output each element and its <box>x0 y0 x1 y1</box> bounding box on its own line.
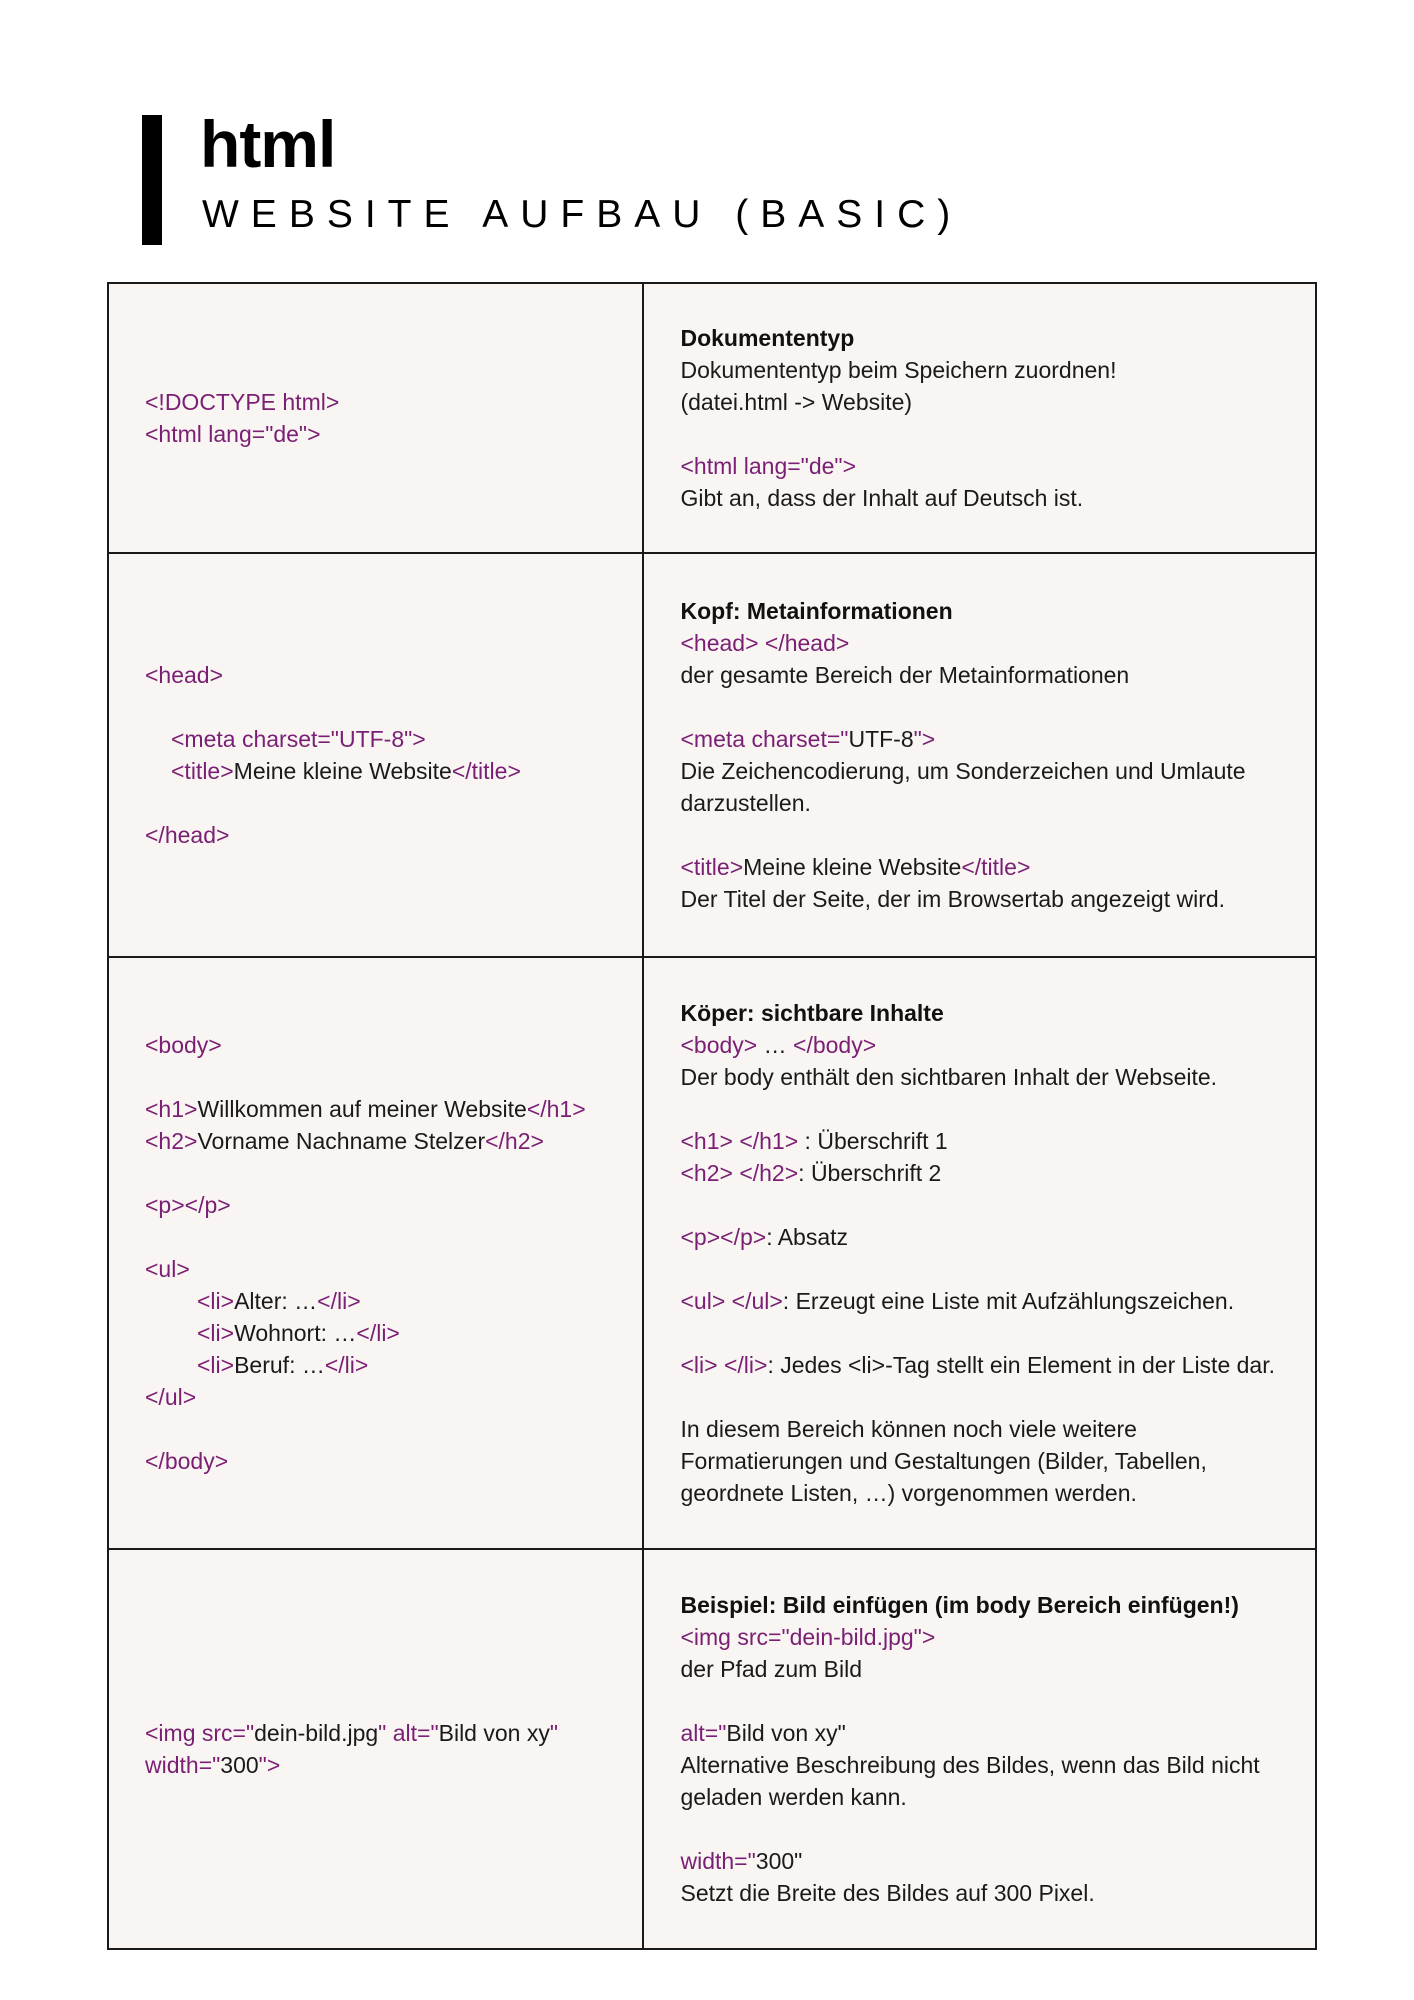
code-cell-body <box>108 957 643 1549</box>
code-line: <title>Meine kleine Website</title> <box>171 758 521 784</box>
section-heading: Dokumententyp <box>680 325 855 351</box>
list-item: <li>Wohnort: …</li> <box>197 1320 400 1346</box>
desc-line: Der body enthält den sichtbaren Inhalt der Webseite. <box>680 1064 1218 1090</box>
code-cell-doctype <box>108 283 643 553</box>
desc-line: der Pfad zum Bild <box>680 1656 863 1682</box>
desc-line: Setzt die Breite des Bildes auf 300 Pixel. <box>680 1880 1095 1906</box>
desc-line: der gesamte Bereich der Metainformationen <box>680 662 1130 688</box>
code-line: <h1>Willkommen auf meiner Website</h1> <box>145 1096 586 1122</box>
desc-tag: <body> … </body> <box>680 1032 877 1058</box>
table-row <box>108 283 1316 553</box>
desc-line: <h2> </h2>: Überschrift 2 <box>680 1160 942 1186</box>
table-row <box>108 957 1316 1549</box>
desc-line: <p></p>: Absatz <box>680 1224 849 1250</box>
code-line: <meta charset="UTF-8"> <box>171 726 426 752</box>
desc-cell-body <box>643 957 1316 1549</box>
desc-tag: width="300" <box>680 1848 803 1874</box>
desc-tag: <head> </head> <box>680 630 850 656</box>
code-line: <p></p> <box>145 1192 231 1218</box>
desc-cell-head <box>643 553 1316 957</box>
desc-line: <li> </li>: Jedes <li>-Tag stellt ein Element in der Liste dar. <box>680 1352 1275 1378</box>
html-structure-table <box>107 282 1317 1950</box>
desc-cell-img <box>643 1549 1316 1949</box>
desc-cell-doctype <box>643 283 1316 553</box>
table-row <box>108 553 1316 957</box>
desc-line: (datei.html -> Website) <box>680 389 913 415</box>
desc-tag: <html lang="de"> <box>680 453 857 479</box>
code-line: <html lang="de"> <box>145 421 321 447</box>
page-title: html <box>200 107 336 181</box>
desc-tag: <img src="dein-bild.jpg"> <box>680 1624 936 1650</box>
desc-line: Die Zeichencodierung, um Sonderzeichen und Umlaute darzustellen. <box>680 758 1246 816</box>
page-subtitle: WEBSITE AUFBAU (BASIC) <box>202 193 963 236</box>
desc-line: Dokumententyp beim Speichern zuordnen! <box>680 357 1117 383</box>
list-item: <li>Alter: …</li> <box>197 1288 361 1314</box>
desc-tag: alt="Bild von xy" <box>680 1720 846 1746</box>
desc-line: Alternative Beschreibung des Bildes, wenn das Bild nicht geladen werden kann. <box>680 1752 1260 1810</box>
section-heading: Köper: sichtbare Inhalte <box>680 1000 944 1026</box>
table-row <box>108 1549 1316 1949</box>
code-line: </ul> <box>145 1384 197 1410</box>
desc-line: <ul> </ul>: Erzeugt eine Liste mit Aufzählungszeichen. <box>680 1288 1235 1314</box>
header-accent-bar <box>142 115 162 245</box>
code-line: <h2>Vorname Nachname Stelzer</h2> <box>145 1128 544 1154</box>
desc-note: In diesem Bereich können noch viele weitere Formatierungen und Gestaltungen (Bilder, Tabellen, geordnete Listen, …) vorgenommen werden. <box>680 1416 1207 1506</box>
code-line: <head> <box>145 662 224 688</box>
desc-tag: <meta charset="UTF-8"> <box>680 726 936 752</box>
code-line: <!DOCTYPE html> <box>145 389 340 415</box>
code-cell-head <box>108 553 643 957</box>
section-heading: Beispiel: Bild einfügen (im body Bereich einfügen!) <box>680 1592 1239 1618</box>
desc-tag: <title>Meine kleine Website</title> <box>680 854 1031 880</box>
code-cell-img <box>108 1549 643 1949</box>
code-line: </body> <box>145 1448 229 1474</box>
desc-line: <h1> </h1> : Überschrift 1 <box>680 1128 948 1154</box>
code-line: <body> <box>145 1032 222 1058</box>
section-heading: Kopf: Metainformationen <box>680 598 953 624</box>
code-line: <img src="dein-bild.jpg" alt="Bild von xy" width="300"> <box>145 1720 559 1778</box>
code-line: </head> <box>145 822 230 848</box>
desc-line: Der Titel der Seite, der im Browsertab angezeigt wird. <box>680 886 1226 912</box>
code-line: <ul> <box>145 1256 190 1282</box>
desc-line: Gibt an, dass der Inhalt auf Deutsch ist. <box>680 485 1084 511</box>
list-item: <li>Beruf: …</li> <box>197 1352 369 1378</box>
